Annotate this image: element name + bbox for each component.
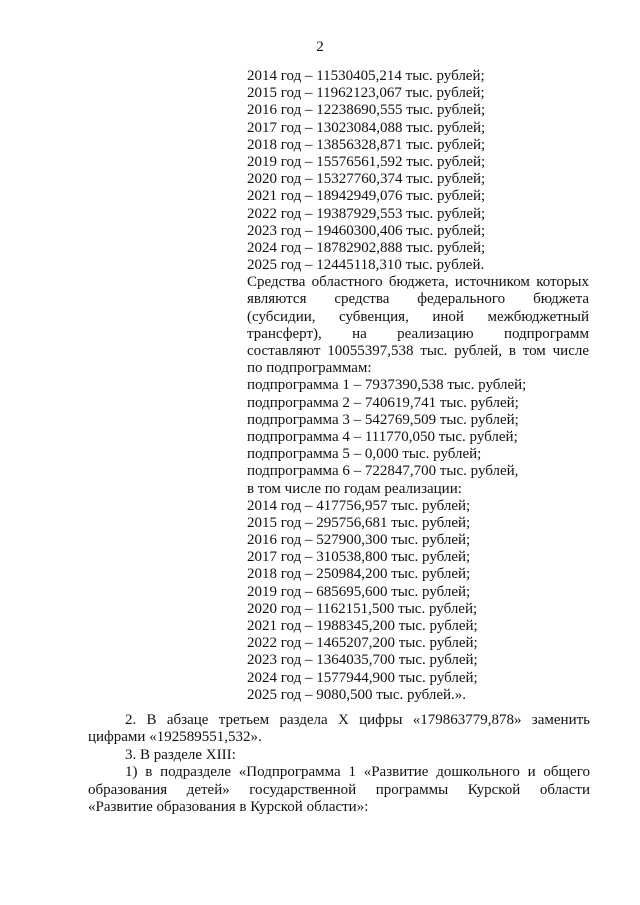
- federal-intro-line: Средства областного бюджета, источником которых: [247, 274, 589, 291]
- page-number: 2: [316, 39, 324, 55]
- federal-year-item: 2023 год – 1364035,700 тыс. рублей;: [247, 652, 478, 669]
- list-item: 2015 год – 11962123,067 тыс. рублей;: [247, 85, 485, 102]
- list-item: 2017 год – 13023084,088 тыс. рублей;: [247, 119, 486, 136]
- list-item: 2024 год – 18782902,888 тыс. рублей;: [247, 239, 486, 256]
- federal-intro-line: трансферт), на реализацию подпрограмм: [247, 325, 589, 342]
- paragraph-3-1-line: 1) в подразделе «Подпрограмма 1 «Развитие дошкольного и общего: [125, 764, 590, 781]
- list-item: 2016 год – 12238690,555 тыс. рублей;: [247, 102, 486, 119]
- subprogram-item: подпрограмма 5 – 0,000 тыс. рублей;: [247, 446, 482, 463]
- funding-by-year-list: [247, 68, 589, 704]
- federal-intro-line: являются средства федерального бюджета: [247, 291, 589, 308]
- federal-year-item: 2017 год – 310538,800 тыс. рублей;: [247, 549, 471, 566]
- subprogram-item: в том числе по годам реализации:: [247, 480, 462, 497]
- subprogram-item: подпрограмма 3 – 542769,509 тыс. рублей;: [247, 411, 519, 428]
- list-item: 2021 год – 18942949,076 тыс. рублей;: [247, 188, 486, 205]
- federal-intro-line: по подпрограммам:: [247, 360, 372, 377]
- list-item: 2025 год – 12445118,310 тыс. рублей.: [247, 257, 485, 274]
- federal-year-item: 2021 год – 1988345,200 тыс. рублей;: [247, 618, 478, 634]
- paragraph-3-1-line: образования детей» государственной программы Курской области: [88, 781, 590, 798]
- subprogram-item: подпрограмма 4 – 111770,050 тыс. рублей;: [247, 428, 518, 445]
- federal-intro-line: составляют 10055397,538 тыс. рублей, в том числе: [247, 343, 589, 359]
- federal-year-item: 2022 год – 1465207,200 тыс. рублей;: [247, 635, 478, 652]
- federal-year-item: 2018 год – 250984,200 тыс. рублей;: [247, 566, 471, 583]
- list-item: 2018 год – 13856328,871 тыс. рублей;: [247, 136, 486, 153]
- paragraph-3-1-line: «Развитие образования в Курской области»:: [88, 798, 369, 815]
- paragraph-2-line: 2. В абзаце третьем раздела X цифры «179863779,878» заменить: [125, 712, 590, 728]
- federal-year-item: 2020 год – 1162151,500 тыс. рублей;: [247, 600, 478, 617]
- federal-year-item: 2024 год – 1577944,900 тыс. рублей;: [247, 669, 478, 686]
- list-item: 2022 год – 19387929,553 тыс. рублей;: [247, 205, 486, 222]
- subprogram-item: подпрограмма 1 – 7937390,538 тыс. рублей;: [247, 377, 527, 394]
- federal-year-item: 2015 год – 295756,681 тыс. рублей;: [247, 514, 471, 531]
- list-item: 2020 год – 15327760,374 тыс. рублей;: [247, 171, 486, 188]
- paragraph-3: 3. В разделе XIII:: [125, 746, 236, 763]
- list-item: 2023 год – 19460300,406 тыс. рублей;: [247, 222, 486, 239]
- federal-year-item: 2014 год – 417756,957 тыс. рублей;: [247, 497, 471, 514]
- list-item: 2019 год – 15576561,592 тыс. рублей;: [247, 153, 486, 170]
- federal-intro-line: (субсидии, субвенция, иной межбюджетный: [247, 308, 589, 325]
- subprogram-item: подпрограмма 2 – 740619,741 тыс. рублей;: [247, 394, 519, 411]
- subprogram-item: подпрограмма 6 – 722847,700 тыс. рублей,: [247, 463, 519, 480]
- federal-year-item: 2025 год – 9080,500 тыс. рублей.».: [247, 686, 467, 703]
- paragraph-2-line: цифрами «192589551,532».: [88, 729, 262, 746]
- amendment-paragraphs: [88, 712, 590, 816]
- list-item: 2014 год – 11530405,214 тыс. рублей;: [247, 68, 485, 84]
- federal-year-item: 2016 год – 527900,300 тыс. рублей;: [247, 532, 471, 549]
- federal-year-item: 2019 год – 685695,600 тыс. рублей;: [247, 583, 471, 600]
